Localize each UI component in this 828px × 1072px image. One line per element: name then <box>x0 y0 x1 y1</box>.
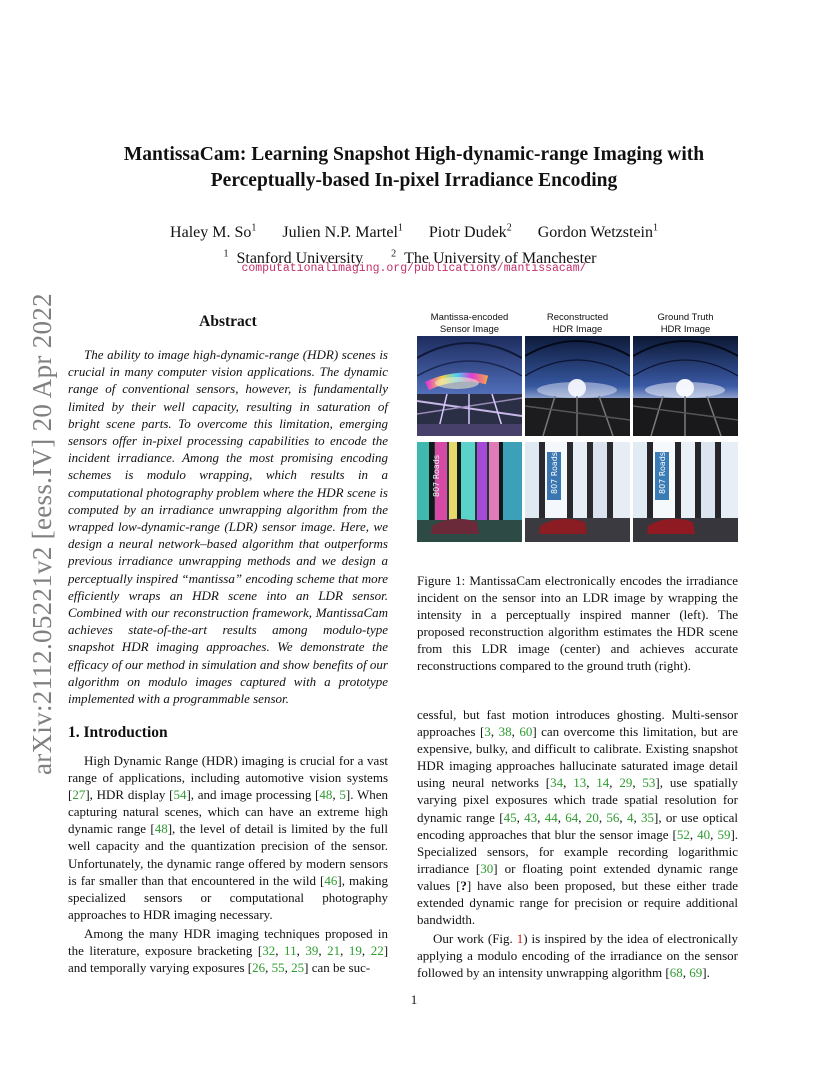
figure-column-titles <box>417 312 738 336</box>
figure-row-lobby <box>417 442 738 542</box>
column-title-encoded: Mantissa-encoded Sensor Image <box>430 312 509 335</box>
reconstructed-lobby-image <box>525 442 630 542</box>
missing-citation: ? <box>460 877 467 893</box>
citation-group: 45, 43, 44, 64, 20, 56, 4, 35 <box>503 809 655 825</box>
encoded-dome-image <box>417 336 522 436</box>
sign-text-reconstructed: 807 Roads <box>550 451 559 494</box>
citation-group: 68, 69 <box>669 965 703 981</box>
citation-group <box>480 861 493 876</box>
citation-link[interactable]: 20 <box>585 809 599 825</box>
citation-link[interactable]: 14 <box>596 775 610 791</box>
citation-group: 3, 38, 60 <box>484 724 533 740</box>
citation-link[interactable]: 53 <box>642 775 656 791</box>
citation-link[interactable]: 5 <box>339 787 346 803</box>
sign-text-encoded: 807 Roads <box>432 454 441 497</box>
citation-link[interactable]: 27 <box>72 787 86 803</box>
right-paragraph-2: Our work (Fig. 1) is inspired by the idea of electronically applying a modulo encoding of the irradiance on the sensor followed by an intensity unwrapping algorithm [68, 69]. <box>417 931 739 981</box>
citation-group: 32, 11, 39, 21, 19, 22 <box>262 943 384 959</box>
page-number: 1 <box>410 992 418 1007</box>
citation-group: 34, 13, 14, 29, 53 <box>550 775 656 791</box>
citation-link[interactable]: 3 <box>484 724 491 740</box>
citation-link[interactable]: 44 <box>544 809 558 825</box>
citation-group: 26, 55, 25 <box>252 960 305 976</box>
reconstructed-dome-image <box>525 336 630 436</box>
affiliation: $^1$ Stanford University <box>223 248 364 267</box>
abstract-heading: Abstract <box>199 313 257 330</box>
author: Piotr Dudek$^2$ <box>428 223 512 242</box>
citation-link[interactable]: 69 <box>689 965 703 981</box>
intro-paragraph-1: High Dynamic Range (HDR) imaging is crucial for a vast range of applications, including automotive vision systems [27], HDR display [54], and image processing [48, 5]. When capturing natural scenes, which can have an extreme high dynamic range [48], the level of detail is limited by the full well capacity and the quantization precision of the sensor. Unfortunately, the dynamic range offered by modern sensors is far smaller than that encountered in the wild [46], making specialized sensors or computational photography approaches to HDR imaging necessary. <box>68 753 388 922</box>
citation-link[interactable]: 40 <box>697 826 711 842</box>
citation-link[interactable]: 4 <box>626 809 634 825</box>
citation-link[interactable]: 43 <box>524 809 538 825</box>
title-line-1: MantissaCam: Learning Snapshot High-dynamic-range Imaging with <box>123 144 705 165</box>
citation-link[interactable]: 25 <box>291 960 305 976</box>
citation-link[interactable]: 38 <box>498 724 512 740</box>
citation-link[interactable]: 34 <box>550 775 564 791</box>
citation-link[interactable]: 46 <box>324 872 338 888</box>
citation-group: 52, 40, 59 <box>676 826 731 842</box>
citation-link[interactable]: 48 <box>154 821 168 837</box>
intro-paragraph-2: Among the many HDR imaging techniques proposed in the literature, exposure bracketing [32, 11, 39, 21, 19, 22] and temporally varying exposures [26, 55, 25] can be suc- <box>68 925 389 976</box>
right-column-body <box>417 706 738 982</box>
citation-link[interactable]: 22 <box>370 943 384 959</box>
encoded-lobby-image <box>417 442 522 542</box>
citation-link[interactable]: 54 <box>173 787 187 803</box>
author: Haley M. So$^1$ <box>170 223 257 242</box>
citation-link[interactable]: 59 <box>717 826 731 842</box>
arxiv-identifier: arXiv:2112.05221v2 [eess.IV] 20 Apr 2022 <box>27 293 57 775</box>
left-column-body <box>68 752 388 976</box>
title-line-2: Perceptually-based In-pixel Irradiance Encoding <box>210 170 618 191</box>
citation-link[interactable]: 19 <box>348 943 362 959</box>
right-paragraph-1: cessful, but fast motion introduces ghosting. Multi-sensor approaches [3, 38, 60] can overcome this limitation, but are expensive, bulky, and difficult to calibrate. Existing snapshot HDR imaging approaches hallucinate saturated image detail using neural networks [34, 13, 14, 29, 53], use spatially varying pixel exposures which trade spatial resolution for dynamic range [45, 43, 44, 64, 20, 56, 4, 35], or use optical encoding approaches that blur the sensor image [52, 40, 59]. Specialized sensors, for example recording logarithmic irradiance [30] or floating point extended dynamic range values [?] have also been proposed, but these either trade extended dynamic range for precision or require additional bandwidth. <box>417 707 739 928</box>
figure-reference-link[interactable]: 1 <box>516 931 524 947</box>
citation-link[interactable]: 29 <box>619 775 633 791</box>
citation-link[interactable]: 56 <box>606 809 620 825</box>
citation-link[interactable]: 68 <box>669 965 683 981</box>
citation-link[interactable]: 35 <box>641 809 655 825</box>
citation-link[interactable]: 21 <box>327 943 341 959</box>
citation-link[interactable]: 39 <box>305 943 319 959</box>
column-title-reconstructed: Reconstructed HDR Image <box>546 312 609 335</box>
citation-link[interactable]: 64 <box>565 809 579 825</box>
section-heading: 1. Introduction <box>68 724 168 741</box>
column-title-ground-truth: Ground Truth HDR Image <box>657 312 714 335</box>
affiliation: $^2$ The University of Manchester <box>391 248 597 267</box>
sign-text-ground-truth: 807 Roads <box>658 451 667 494</box>
citation-link[interactable]: 52 <box>676 826 690 842</box>
figure-row-dome <box>417 336 738 436</box>
citation-link[interactable]: 60 <box>519 724 533 740</box>
author: Julien N.P. Martel$^1$ <box>282 223 403 242</box>
citation-link[interactable]: 26 <box>252 960 266 976</box>
ground-truth-lobby-image <box>633 442 738 542</box>
citation-link[interactable]: 48 <box>319 787 333 803</box>
abstract-text: The ability to image high-dynamic-range (HDR) scenes is crucial in many computer vision applications. The dynamic range of conventional sensors, however, is fundamentally limited by their well capacity, resulting in saturation of bright scene parts. To overcome this limitation, emerging sensors offer in-pixel processing capabilities to encode the incident irradiance. Among the most promising encoding schemes is modulo wrapping, which results in a computational photography problem where the HDR scene is computed by an irradiance unwrapping algorithm from the wrapped low-dynamic-range (LDR) sensor image. Here, we design a neural network–based algorithm that outperforms previous irradiance unwrapping methods and we design a perceptually inspired “mantissa” encoding scheme that more efficiently wraps an HDR scene into an LDR sensor. Combined with our reconstruction framework, MantissaCam achieves state-of-the-art results among modulo-type snapshot HDR imaging approaches. We demonstrate the efficacy of our method in simulation and show benefits of our algorithm on modulo images captured with a prototype implemented with a programmable sensor. <box>68 347 388 707</box>
citation-link[interactable]: 11 <box>284 943 297 959</box>
figure-caption: Figure 1: MantissaCam electronically encodes the irradiance incident on the sensor into an LDR image by wrapping the intensity in a perceptually inspired manner (left). The proposed reconstruction algorithm estimates the HDR scene from this LDR image (center) and achieves accurate reconstructions compared to the ground truth (right). <box>417 573 738 673</box>
citation-link[interactable]: 45 <box>503 809 517 825</box>
project-url-link[interactable]: computationalimaging.org/publications/mantissacam/ <box>241 262 587 275</box>
ground-truth-dome-image <box>633 336 738 436</box>
citation-link[interactable]: 30 <box>480 860 494 876</box>
author: Gordon Wetzstein$^1$ <box>537 223 658 242</box>
citation-link[interactable]: 32 <box>262 943 276 959</box>
paper-title <box>60 142 768 194</box>
citation-link[interactable]: 13 <box>573 775 587 791</box>
citation-link[interactable]: 55 <box>271 960 285 976</box>
figure-1 <box>417 312 738 542</box>
author-list <box>60 218 768 243</box>
